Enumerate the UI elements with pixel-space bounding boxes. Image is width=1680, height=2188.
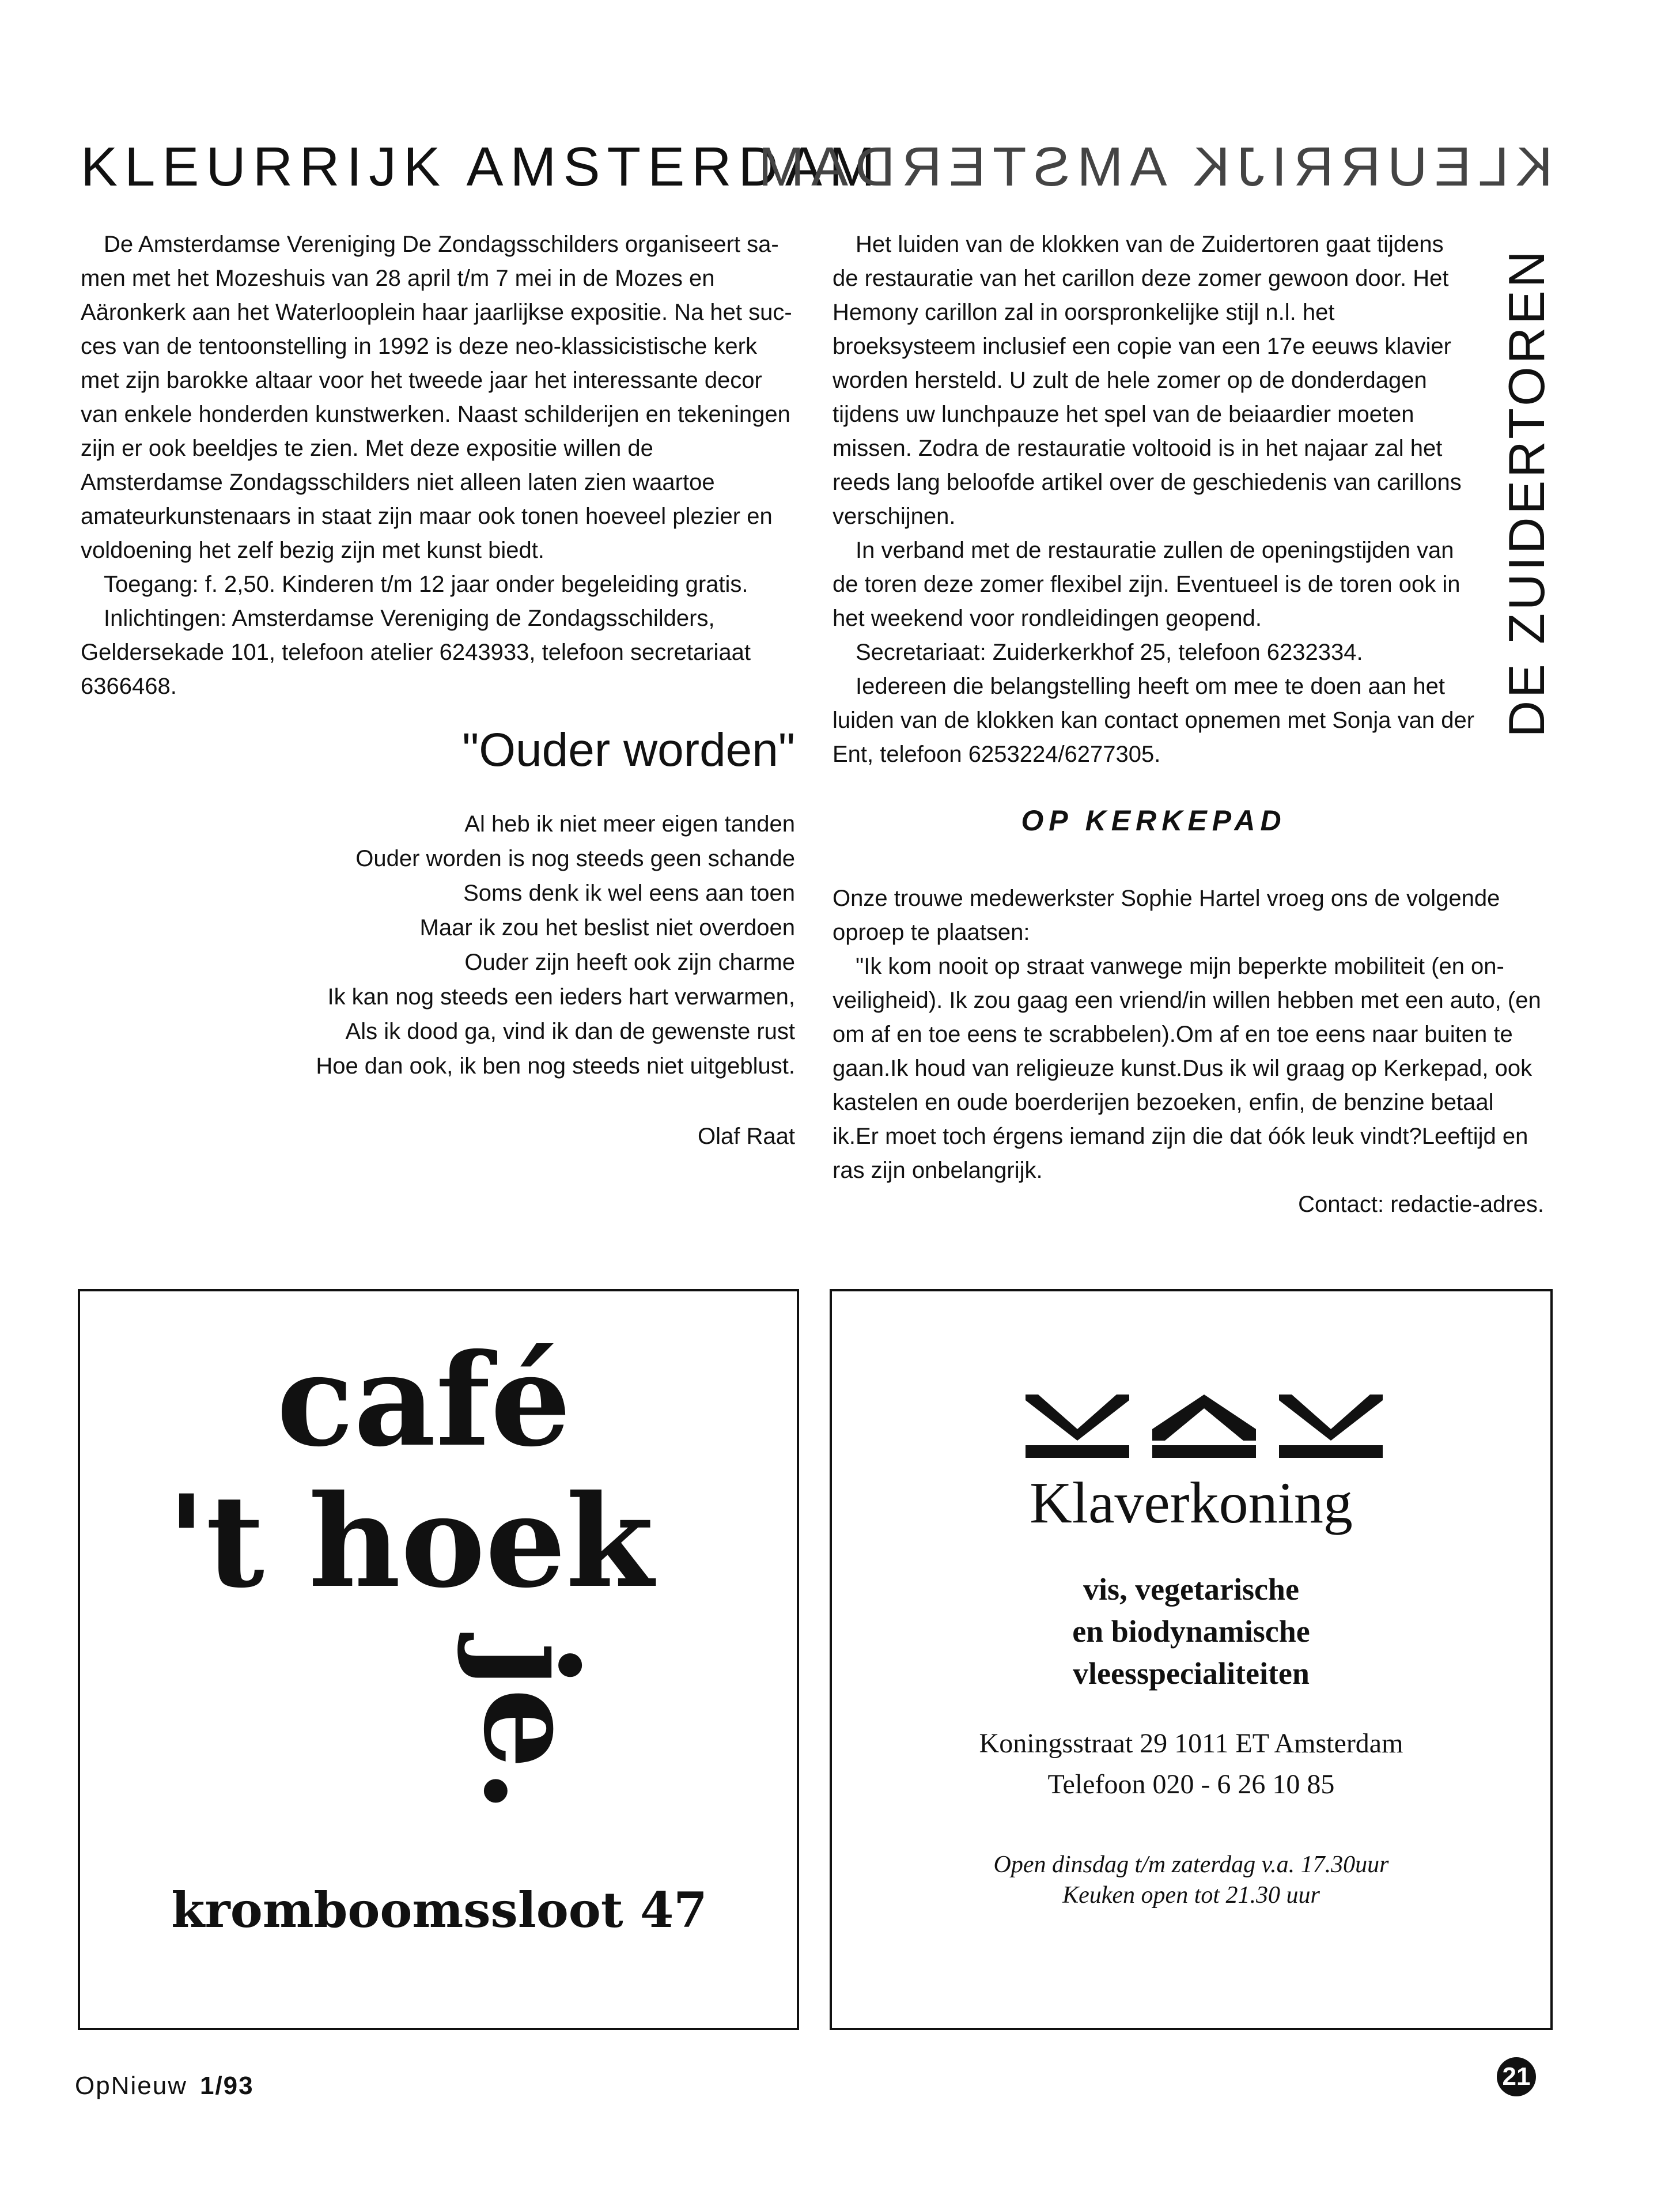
- poem-line: Ouder worden is nog steeds geen schande: [355, 846, 795, 871]
- contact-line: Contact: redactie-adres.: [1298, 1192, 1544, 1217]
- description-line: en biodynamische: [1072, 1614, 1310, 1649]
- klaverkoning-description: [830, 1569, 1553, 1695]
- side-title-text: DE ZUIDERTOREN: [1498, 248, 1555, 738]
- cafe-ad-address: kromboomssloot 47: [171, 1881, 707, 1938]
- poem-line: Ik kan nog steeds een ieders hart verwarmen,: [327, 984, 795, 1010]
- mirrored-title: KLEURRIJK AMSTERDAM: [751, 136, 1553, 198]
- side-title: [1486, 248, 1567, 738]
- klaverkoning-contact: [830, 1723, 1553, 1805]
- description-line: vis, vegetarische: [1083, 1572, 1299, 1607]
- article-paragraph: Inlichtingen: Amsterdamse Vereniging de Zondagsschilders, Geldersekade 101, telefoon atelier 6243933, telefoon secretariaat 6366468.: [81, 606, 751, 699]
- cafe-ad-line: 't hoek: [167, 1467, 654, 1616]
- poem: [288, 807, 795, 1083]
- kerkepad-text: [833, 882, 1544, 1188]
- poem-title: "Ouder worden": [462, 724, 795, 776]
- poem-line: Als ik dood ga, vind ik dan de gewenste rust: [345, 1019, 795, 1044]
- article-paragraph: Secretariaat: Zuiderkerkhof 25, telefoon 6232334.: [856, 640, 1363, 665]
- issue-number: 1/93: [199, 2072, 254, 2100]
- article-paragraph: Toegang: f. 2,50. Kinderen t/m 12 jaar onder begeleiding gratis.: [104, 572, 748, 597]
- right-article: [833, 228, 1475, 772]
- address-line: Koningsstraat 29 1011 ET Amsterdam: [979, 1728, 1403, 1759]
- article-paragraph: In verband met de restauratie zullen de openingstijden van de toren deze zomer flexibel zijn. Eventueel is de toren ook in het weekend voor rondleidingen geopend.: [833, 538, 1460, 631]
- article-paragraph: De Amsterdamse Vereniging De Zondagsschilders organiseert samen met het Mozeshuis van 28 april t/m 7 mei in de Mozes en Aäronkerk aan het Waterlooplein haar jaarlijkse expositie. Na het succes van de tentoonstelling in 1992 is deze neo-klassicistische kerk met zijn barokke altaar voor het tweede jaar het interessante decor van enkele honderden kunstwerken. Naast schilderijen en tekeningen zijn er ook beeldjes te zien. Met deze expositie willen de Amsterdamse Zondagsschilders niet alleen laten zien waartoe amateurkunstenaars in staat zijn maar ook tonen hoeveel plezier en voldoening het zelf bezig zijn met kunst biedt.: [81, 232, 792, 563]
- poem-line: Hoe dan ook, ik ben nog steeds niet uitgeblust.: [316, 1053, 795, 1079]
- poem-line: Al heb ik niet meer eigen tanden: [464, 811, 795, 837]
- poem-line: Soms denk ik wel eens aan toen: [463, 881, 795, 906]
- hours-line: Open dinsdag t/m zaterdag v.a. 17.30uur: [993, 1851, 1389, 1878]
- page-title: KLEURRIJK AMSTERDAM: [81, 136, 882, 198]
- cafe-ad-line: café: [277, 1325, 572, 1475]
- article-paragraph: Iedereen die belangstelling heeft om mee te doen aan het luiden van de klokken kan contact opnemen met Sonja van der Ent, telefoon 6253224/6277305.: [833, 674, 1475, 767]
- magazine-name: OpNieuw: [75, 2072, 187, 2100]
- article-paragraph: Onze trouwe medewerkster Sophie Hartel vroeg ons de volgende oproep te plaatsen:: [833, 886, 1500, 945]
- klaverkoning-name: Klaverkoning: [1030, 1471, 1353, 1536]
- article-paragraph: "Ik kom nooit op straat vanwege mijn beperkte mobiliteit (en onveiligheid). Ik zou gaag een vriend/in willen hebben met een auto, (en om af en toe eens te scrabbelen).Om af en toe eens naar buiten te gaan.Ik houd van religieuze kunst.Dus ik wil graag op Kerkepad, ook kastelen en oude boerderijen bezoeken, enfin, de benzine betaal ik.Er moet toch érgens iemand zijn die dat óók leuk vindt?Leeftijd en ras zijn onbelangrijk.: [833, 954, 1541, 1183]
- description-line: vleesspecialiteiten: [1073, 1656, 1310, 1691]
- phone-line: Telefoon 020 - 6 26 10 85: [1047, 1769, 1335, 1800]
- page-number: 21: [1497, 2057, 1536, 2096]
- hours-line: Keuken open tot 21.30 uur: [1062, 1882, 1320, 1909]
- poem-line: Maar ik zou het beslist niet overdoen: [419, 915, 795, 940]
- poem-line: Ouder zijn heeft ook zijn charme: [464, 950, 795, 975]
- left-article: [81, 228, 795, 704]
- article-paragraph: Het luiden van de klokken van de Zuidertoren gaat tijdens de restauratie van het carillon deze zomer gewoon door. Het Hemony carillon zal in oorspronkelijke stijl n.l. het broeksysteem inclusief een copie van een 17e eeuws klavier worden hersteld. U zult de hele zomer op de donderdagen tijdens uw lunchpauze het spel van de beiaardier moeten missen. Zodra de restauratie voltooid is in het najaar zal het reeds lang beloofde artikel over de geschiedenis van carillons verschijnen.: [833, 232, 1462, 529]
- section-heading: OP KERKEPAD: [1021, 804, 1287, 837]
- kkk-logo-icon: [1026, 1395, 1383, 1458]
- footer-magazine: [75, 2072, 254, 2100]
- cafe-ad-line: je.: [456, 1642, 605, 1813]
- klaverkoning-hours: [830, 1850, 1553, 1911]
- poem-author: Olaf Raat: [698, 1124, 795, 1149]
